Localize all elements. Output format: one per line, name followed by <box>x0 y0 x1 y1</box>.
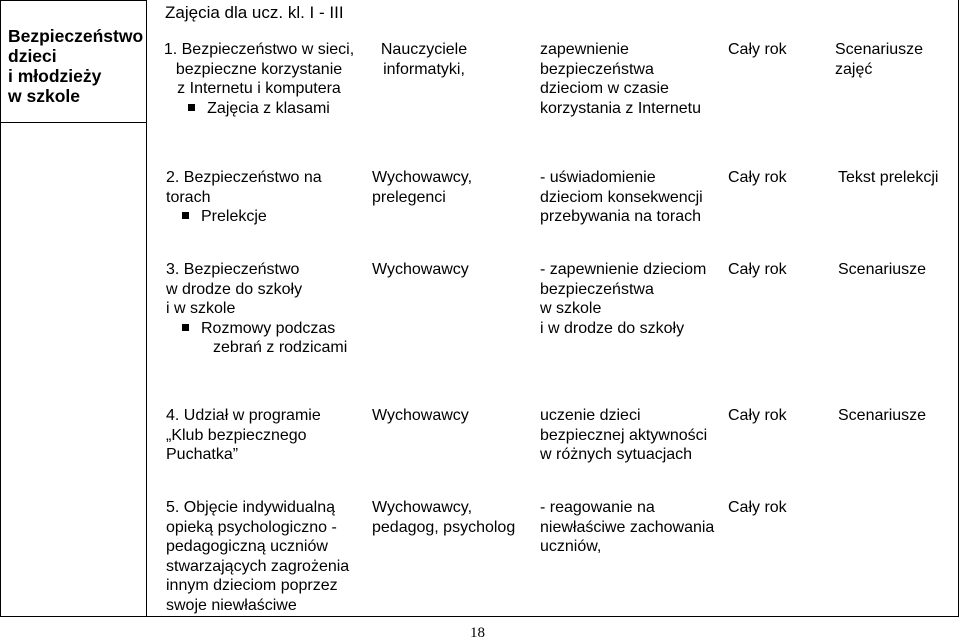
task-line: Puchatka” <box>166 446 239 463</box>
row-1-when: Cały rok <box>728 41 787 58</box>
goal-line: uczenie dzieci <box>540 407 641 424</box>
goal-line: dzieciom konsekwencji <box>540 188 703 206</box>
doc-line: zajęć <box>835 60 873 78</box>
who-line: pedagog, psycholog <box>372 518 516 536</box>
bullet-icon <box>188 104 195 111</box>
goal-line: - zapewnienie dzieciom <box>540 261 707 278</box>
section-title <box>8 26 144 106</box>
section-title-line: Bezpieczeństwo <box>8 26 144 46</box>
task-line: 3. Bezpieczeństwo <box>166 261 300 278</box>
goal-line: przebywania na torach <box>540 208 701 225</box>
task-bullet-continuation: zebrań z rodzicami <box>213 339 348 356</box>
who-line: informatyki, <box>383 60 465 78</box>
bullet-text: Prelekcje <box>201 208 267 225</box>
row-4-doc <box>838 406 956 426</box>
row-5-when: Cały rok <box>728 499 787 516</box>
task-line: z Internetu i komputera <box>177 80 341 97</box>
task-line: i w szkole <box>166 300 236 317</box>
goal-line: uczniów, <box>540 538 602 555</box>
row-5-who <box>372 498 532 537</box>
task-line: pedagogiczną uczniów <box>166 538 328 555</box>
row-1-task <box>152 40 366 118</box>
goal-line: w różnych sytuacjach <box>540 446 693 463</box>
task-line: swoje niewłaściwe <box>166 596 297 614</box>
task-bullet-item <box>166 319 366 339</box>
task-line: „Klub bezpiecznego <box>166 426 307 444</box>
task-line: 1. Bezpieczeństwo w sieci, <box>163 41 355 58</box>
task-line: bezpieczne korzystanie <box>175 60 343 78</box>
bullet-text: Zajęcia z klasami <box>207 99 330 117</box>
row-2-task <box>166 168 366 227</box>
task-bullet-item <box>166 207 366 227</box>
section-header: Zajęcia dla ucz. kl. I - III <box>165 3 344 22</box>
row-3-who <box>372 260 522 280</box>
goal-line: korzystania z Internetu <box>540 99 701 117</box>
who-line: prelegenci <box>372 188 446 206</box>
bullet-icon <box>182 212 189 219</box>
row-3-when: Cały rok <box>728 261 787 278</box>
goal-line: bezpiecznej aktywności <box>540 426 708 444</box>
table-column-divider <box>146 0 147 617</box>
doc-line: Scenariusze <box>838 261 927 278</box>
table-border-top <box>0 0 147 1</box>
table-border-bottom <box>0 616 959 617</box>
row-3-goal <box>540 260 725 338</box>
task-line: innym dzieciom poprzez <box>166 577 338 594</box>
row-1-doc <box>835 40 955 79</box>
task-line: stwarzających zagrożenia <box>166 557 350 575</box>
doc-line: Scenariusze <box>838 407 927 424</box>
row-4-task <box>166 406 366 465</box>
row-2-who <box>372 168 522 207</box>
row-5-goal <box>540 498 725 557</box>
who-line: Wychowawcy <box>372 261 469 278</box>
page-number: 18 <box>470 625 485 641</box>
task-line: 5. Objęcie indywidualną <box>166 499 335 516</box>
row-4-when: Cały rok <box>728 407 787 424</box>
task-line: 4. Udział w programie <box>166 407 321 424</box>
row-1-goal <box>540 40 720 118</box>
goal-line: zapewnienie <box>540 41 629 58</box>
section-title-line: dzieci <box>8 46 57 66</box>
task-line: w drodze do szkoły <box>166 280 303 298</box>
doc-line: Scenariusze <box>835 41 924 58</box>
goal-line: w szkole <box>540 300 602 317</box>
goal-line: - uświadomienie <box>540 169 656 186</box>
row-2-goal <box>540 168 725 227</box>
row-3-doc <box>838 260 956 280</box>
goal-line: - reagowanie na <box>540 499 655 516</box>
who-line: Nauczyciele <box>380 41 468 58</box>
bullet-text: Rozmowy podczas <box>201 319 336 337</box>
task-bullet-item <box>152 99 366 119</box>
goal-line: bezpieczeństwa <box>540 280 654 298</box>
goal-line: dzieciom w czasie <box>540 80 669 97</box>
task-line: 2. Bezpieczeństwo na <box>166 169 322 186</box>
table-row-divider <box>0 122 147 123</box>
row-2-doc <box>838 168 956 188</box>
row-2-when: Cały rok <box>728 169 787 186</box>
who-line: Wychowawcy, <box>372 169 473 186</box>
bullet-icon <box>182 324 189 331</box>
goal-line: niewłaściwe zachowania <box>540 518 715 536</box>
section-title-line: i młodzieży <box>8 66 102 86</box>
task-line: opieką psychologiczno - <box>166 518 337 536</box>
row-4-goal <box>540 406 725 465</box>
section-title-line: w szkole <box>8 86 80 106</box>
row-3-task <box>166 260 366 358</box>
goal-line: i w drodze do szkoły <box>540 319 685 337</box>
who-line: Wychowawcy, <box>372 499 473 516</box>
row-1-who <box>364 40 484 79</box>
task-line: torach <box>166 188 211 206</box>
row-4-who <box>372 406 522 426</box>
goal-line: bezpieczeństwa <box>540 60 654 78</box>
table-border-left <box>0 0 1 617</box>
row-5-task <box>166 498 366 615</box>
who-line: Wychowawcy <box>372 407 469 424</box>
doc-line: Tekst prelekcji <box>838 169 939 186</box>
